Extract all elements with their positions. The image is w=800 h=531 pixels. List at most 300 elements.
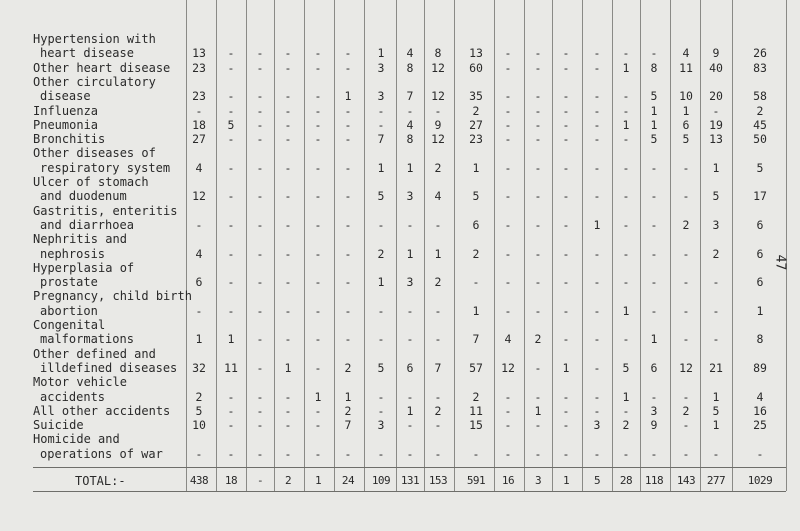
table-cell: 5 [622, 360, 630, 375]
row-label: Gastritis, enteritis [33, 203, 178, 218]
table-cell: - [377, 117, 385, 132]
table-cell: 1 [434, 246, 442, 261]
table-cell: - [195, 217, 203, 232]
table-cell: 5 [472, 189, 480, 204]
table-cell: - [314, 60, 322, 75]
table-cell: 20 [709, 89, 723, 104]
column-rule [364, 0, 365, 491]
table-cell: 1 [472, 160, 480, 175]
total-cell: 438 [189, 474, 209, 487]
row-label: Pregnancy, child birth [33, 289, 192, 304]
table-cell: 8 [406, 132, 414, 147]
table-cell: 6 [756, 217, 764, 232]
table-cell: - [650, 275, 658, 290]
row-label: Congenital [33, 318, 106, 332]
table-cell: - [712, 103, 720, 118]
table-cell: - [227, 217, 235, 232]
table-cell: - [534, 217, 542, 232]
table-cell: 2 [472, 389, 480, 404]
table-cell: 2 [712, 246, 720, 261]
table-cell: - [406, 446, 414, 461]
table-cell: - [434, 103, 442, 118]
table-cell: 26 [753, 46, 767, 61]
table-cell: - [314, 189, 322, 204]
row-label: disease [40, 89, 91, 104]
table-cell: 1 [534, 403, 542, 418]
table-cell: 7 [406, 89, 414, 104]
table-cell: 1 [593, 217, 601, 232]
table-cell: - [622, 246, 630, 261]
table-cell: - [284, 189, 292, 204]
row-label: nephrosis [40, 246, 106, 261]
row-label: Hypertension with [33, 32, 156, 46]
table-cell: - [682, 275, 690, 290]
table-cell: 1 [622, 389, 630, 404]
table-cell: 13 [469, 46, 483, 61]
table-cell: - [377, 403, 385, 418]
table-cell: - [377, 103, 385, 118]
table-cell: 2 [682, 403, 690, 418]
page-number: 47 [772, 254, 788, 271]
table-cell: 6 [756, 246, 764, 261]
table-cell: 50 [753, 132, 767, 147]
table-cell: - [284, 160, 292, 175]
table-cell: 11 [224, 360, 238, 375]
table-cell: 2 [434, 275, 442, 290]
table-cell: 5 [650, 89, 658, 104]
table-cell: - [712, 332, 720, 347]
table-cell: 3 [406, 275, 414, 290]
table-cell: 2 [682, 217, 690, 232]
table-cell: 60 [469, 60, 483, 75]
table-cell: - [650, 189, 658, 204]
table-cell: - [504, 303, 512, 318]
table-cell: - [622, 446, 630, 461]
table-cell: 3 [593, 418, 601, 433]
total-cell: 28 [619, 474, 633, 487]
table-cell: 1 [406, 246, 414, 261]
table-cell: - [314, 89, 322, 104]
table-cell: - [344, 303, 352, 318]
table-cell: 23 [192, 89, 206, 104]
table-cell: - [534, 360, 542, 375]
table-cell: 1 [562, 360, 570, 375]
row-label: heart disease [40, 46, 134, 61]
table-cell: - [504, 117, 512, 132]
table-cell: - [622, 189, 630, 204]
table-cell: 1 [344, 389, 352, 404]
table-cell: - [284, 89, 292, 104]
total-cell: 118 [644, 474, 664, 487]
table-cell: 8 [406, 60, 414, 75]
table-cell: - [562, 389, 570, 404]
table-cell: - [562, 246, 570, 261]
table-cell: 9 [434, 117, 442, 132]
table-cell: 4 [406, 117, 414, 132]
table-cell: 1 [682, 103, 690, 118]
table-cell: 1 [712, 389, 720, 404]
table-cell: - [227, 189, 235, 204]
table-cell: - [622, 160, 630, 175]
table-cell: 3 [650, 403, 658, 418]
table-cell: - [504, 60, 512, 75]
table-cell: - [504, 403, 512, 418]
table-cell: 2 [344, 403, 352, 418]
table-cell: - [344, 160, 352, 175]
table-cell: - [562, 303, 570, 318]
table-cell: - [314, 418, 322, 433]
table-cell: - [562, 275, 570, 290]
table-cell: - [562, 332, 570, 347]
table-cell: 12 [431, 132, 445, 147]
table-cell: 8 [756, 332, 764, 347]
table-cell: 2 [344, 360, 352, 375]
table-cell: 1 [377, 275, 385, 290]
column-rule [454, 0, 455, 491]
table-cell: - [504, 46, 512, 61]
table-cell: - [284, 117, 292, 132]
table-cell: - [622, 217, 630, 232]
total-cell: 3 [534, 474, 542, 487]
table-cell: 5 [377, 189, 385, 204]
table-cell: - [227, 89, 235, 104]
table-cell: - [534, 117, 542, 132]
table-cell: - [562, 60, 570, 75]
table-cell: - [562, 46, 570, 61]
table-cell: 1 [406, 160, 414, 175]
table-cell: 1 [622, 117, 630, 132]
table-cell: - [256, 360, 264, 375]
table-cell: - [227, 46, 235, 61]
table-cell: 1 [622, 60, 630, 75]
table-cell: - [562, 403, 570, 418]
table-cell: - [593, 117, 601, 132]
table-cell: - [256, 246, 264, 261]
total-cell: 18 [224, 474, 238, 487]
row-label: illdefined diseases [40, 360, 178, 375]
table-cell: - [227, 103, 235, 118]
row-label: Pneumonia [33, 117, 99, 132]
table-cell: 3 [377, 89, 385, 104]
table-cell: 23 [192, 60, 206, 75]
table-cell: - [227, 275, 235, 290]
table-cell: - [504, 103, 512, 118]
table-cell: - [256, 217, 264, 232]
table-cell: - [622, 332, 630, 347]
table-cell: 1 [622, 303, 630, 318]
table-cell: 5 [712, 403, 720, 418]
table-cell: - [593, 132, 601, 147]
table-cell: - [344, 60, 352, 75]
table-cell: - [434, 418, 442, 433]
table-cell: - [256, 117, 264, 132]
table-cell: - [344, 103, 352, 118]
table-cell: - [434, 389, 442, 404]
table-cell: - [562, 89, 570, 104]
table-cell: - [682, 389, 690, 404]
table-cell: - [344, 217, 352, 232]
table-cell: - [504, 132, 512, 147]
table-cell: - [256, 103, 264, 118]
table-cell: 12 [679, 360, 693, 375]
table-cell: 12 [192, 189, 206, 204]
table-cell: - [314, 217, 322, 232]
table-cell: - [562, 189, 570, 204]
table-cell: 7 [344, 418, 352, 433]
table-cell: - [622, 46, 630, 61]
table-cell: - [284, 46, 292, 61]
table-cell: - [504, 389, 512, 404]
table-cell: 2 [756, 103, 764, 118]
table-cell: - [712, 303, 720, 318]
table-cell: - [195, 446, 203, 461]
table-cell: 1 [712, 160, 720, 175]
table-cell: 9 [650, 418, 658, 433]
table-cell: - [593, 46, 601, 61]
table-cell: 40 [709, 60, 723, 75]
row-label: and diarrhoea [40, 217, 134, 232]
table-cell: - [284, 246, 292, 261]
table-cell: 5 [195, 403, 203, 418]
table-cell: - [622, 275, 630, 290]
table-cell: 2 [434, 160, 442, 175]
table-cell: - [344, 446, 352, 461]
table-cell: - [256, 303, 264, 318]
table-cell: - [622, 89, 630, 104]
table-cell: 5 [650, 132, 658, 147]
row-label: All other accidents [33, 403, 171, 418]
table-cell: - [593, 275, 601, 290]
table-cell: - [622, 103, 630, 118]
total-cell: 131 [400, 474, 420, 487]
table-cell: - [593, 246, 601, 261]
table-cell: 2 [377, 246, 385, 261]
table-cell: - [227, 389, 235, 404]
table-cell: 2 [472, 246, 480, 261]
table-cell: - [406, 103, 414, 118]
table-cell: - [622, 403, 630, 418]
table-cell: - [284, 275, 292, 290]
total-cell: 143 [676, 474, 696, 487]
table-cell: - [682, 246, 690, 261]
total-cell: 153 [428, 474, 448, 487]
table-cell: - [314, 132, 322, 147]
table-cell: - [227, 446, 235, 461]
table-cell: - [284, 446, 292, 461]
table-cell: 1 [756, 303, 764, 318]
table-cell: 1 [712, 418, 720, 433]
table-cell: 3 [712, 217, 720, 232]
row-label: malformations [40, 332, 134, 347]
row-label: Other diseases of [33, 146, 156, 161]
table-cell: 16 [753, 403, 767, 418]
table-cell: 1 [650, 117, 658, 132]
table-cell: 25 [753, 418, 767, 433]
table-cell: 1 [284, 360, 292, 375]
row-label: operations of war [40, 446, 163, 461]
table-cell: - [534, 189, 542, 204]
table-cell: 17 [753, 189, 767, 204]
table-cell: - [504, 217, 512, 232]
table-cell: - [682, 303, 690, 318]
table-cell: 2 [195, 389, 203, 404]
table-cell: - [712, 446, 720, 461]
table-cell: - [284, 217, 292, 232]
table-cell: - [256, 132, 264, 147]
table-cell: 4 [682, 46, 690, 61]
table-cell: - [377, 303, 385, 318]
table-cell: - [504, 89, 512, 104]
table-cell: - [256, 60, 264, 75]
table-cell: - [256, 189, 264, 204]
table-cell: - [562, 117, 570, 132]
table-cell: - [256, 446, 264, 461]
column-rule [732, 0, 733, 491]
table-cell: 19 [709, 117, 723, 132]
table-cell: - [650, 160, 658, 175]
table-cell: 12 [431, 89, 445, 104]
table-cell: - [534, 89, 542, 104]
table-cell: 4 [504, 332, 512, 347]
table-cell: 6 [406, 360, 414, 375]
table-cell: - [534, 60, 542, 75]
table-cell: 6 [195, 275, 203, 290]
table-cell: - [256, 89, 264, 104]
table-cell: 45 [753, 117, 767, 132]
table-cell: 5 [682, 132, 690, 147]
table-cell: - [377, 446, 385, 461]
table-cell: - [284, 103, 292, 118]
table-cell: - [314, 275, 322, 290]
table-cell: 7 [434, 360, 442, 375]
row-label: Ulcer of stomach [33, 175, 149, 189]
table-cell: - [562, 217, 570, 232]
table-cell: - [406, 418, 414, 433]
table-cell: - [406, 303, 414, 318]
table-cell: - [562, 446, 570, 461]
table-cell: 6 [472, 217, 480, 232]
row-label: and duodenum [40, 189, 127, 204]
table-cell: - [344, 189, 352, 204]
table-cell: - [534, 275, 542, 290]
table-cell: 1 [195, 332, 203, 347]
table-cell: 3 [377, 60, 385, 75]
row-label: Motor vehicle [33, 375, 127, 390]
table-cell: - [593, 60, 601, 75]
table-cell: 2 [434, 403, 442, 418]
table-cell: 1 [650, 332, 658, 347]
table-cell: - [314, 446, 322, 461]
table-cell: - [406, 332, 414, 347]
table-cell: - [504, 446, 512, 461]
table-cell: 4 [195, 160, 203, 175]
table-cell: - [650, 303, 658, 318]
table-cell: 18 [192, 117, 206, 132]
table-cell: 5 [756, 160, 764, 175]
table-cell: - [377, 389, 385, 404]
table-cell: 6 [650, 360, 658, 375]
table-cell: - [256, 389, 264, 404]
table-cell: 9 [712, 46, 720, 61]
table-cell: 89 [753, 360, 767, 375]
table-cell: - [227, 160, 235, 175]
table-cell: - [682, 160, 690, 175]
table-cell: - [227, 60, 235, 75]
table-cell: - [314, 46, 322, 61]
table-cell: 11 [679, 60, 693, 75]
table-cell: 13 [192, 46, 206, 61]
table-cell: - [504, 246, 512, 261]
table-cell: - [593, 303, 601, 318]
table-cell: - [593, 103, 601, 118]
table-cell: - [284, 403, 292, 418]
table-cell: 15 [469, 418, 483, 433]
row-label: Influenza [33, 103, 99, 118]
table-cell: - [344, 132, 352, 147]
table-cell: - [682, 446, 690, 461]
table-cell: - [593, 89, 601, 104]
table-cell: - [406, 217, 414, 232]
table-cell: - [344, 332, 352, 347]
table-cell: - [682, 418, 690, 433]
table-cell: - [534, 132, 542, 147]
table-cell: - [534, 46, 542, 61]
table-cell: - [284, 389, 292, 404]
table-cell: 6 [682, 117, 690, 132]
table-cell: - [314, 117, 322, 132]
table-cell: - [227, 303, 235, 318]
table-cell: - [650, 46, 658, 61]
table-cell: 4 [756, 389, 764, 404]
row-label: Homicide and [33, 432, 120, 447]
table-cell: - [593, 360, 601, 375]
total-cell: 1 [314, 474, 322, 487]
table-cell: - [504, 189, 512, 204]
table-cell: - [534, 389, 542, 404]
table-cell: 7 [472, 332, 480, 347]
table-cell: - [682, 189, 690, 204]
table-cell: - [593, 389, 601, 404]
table-cell: 6 [756, 275, 764, 290]
table-cell: 2 [534, 332, 542, 347]
table-cell: - [434, 446, 442, 461]
table-cell: - [314, 332, 322, 347]
table-cell: - [344, 246, 352, 261]
table-cell: - [314, 303, 322, 318]
table-cell: - [284, 60, 292, 75]
table-cell: - [227, 132, 235, 147]
table-cell: - [534, 246, 542, 261]
table-cell: 8 [434, 46, 442, 61]
total-cell: 2 [284, 474, 292, 487]
total-cell: 591 [466, 474, 486, 487]
table-cell: - [256, 46, 264, 61]
table-cell: 11 [469, 403, 483, 418]
total-rule-bottom [33, 491, 786, 492]
table-cell: - [562, 160, 570, 175]
row-label: Other defined and [33, 346, 156, 361]
table-cell: - [227, 403, 235, 418]
table-cell: 32 [192, 360, 206, 375]
table-cell: 3 [406, 189, 414, 204]
table-cell: - [314, 360, 322, 375]
table-cell: - [256, 418, 264, 433]
table-cell: 21 [709, 360, 723, 375]
table-cell: 2 [472, 103, 480, 118]
table-cell: 10 [192, 418, 206, 433]
table-cell: 10 [679, 89, 693, 104]
table-cell: - [195, 303, 203, 318]
